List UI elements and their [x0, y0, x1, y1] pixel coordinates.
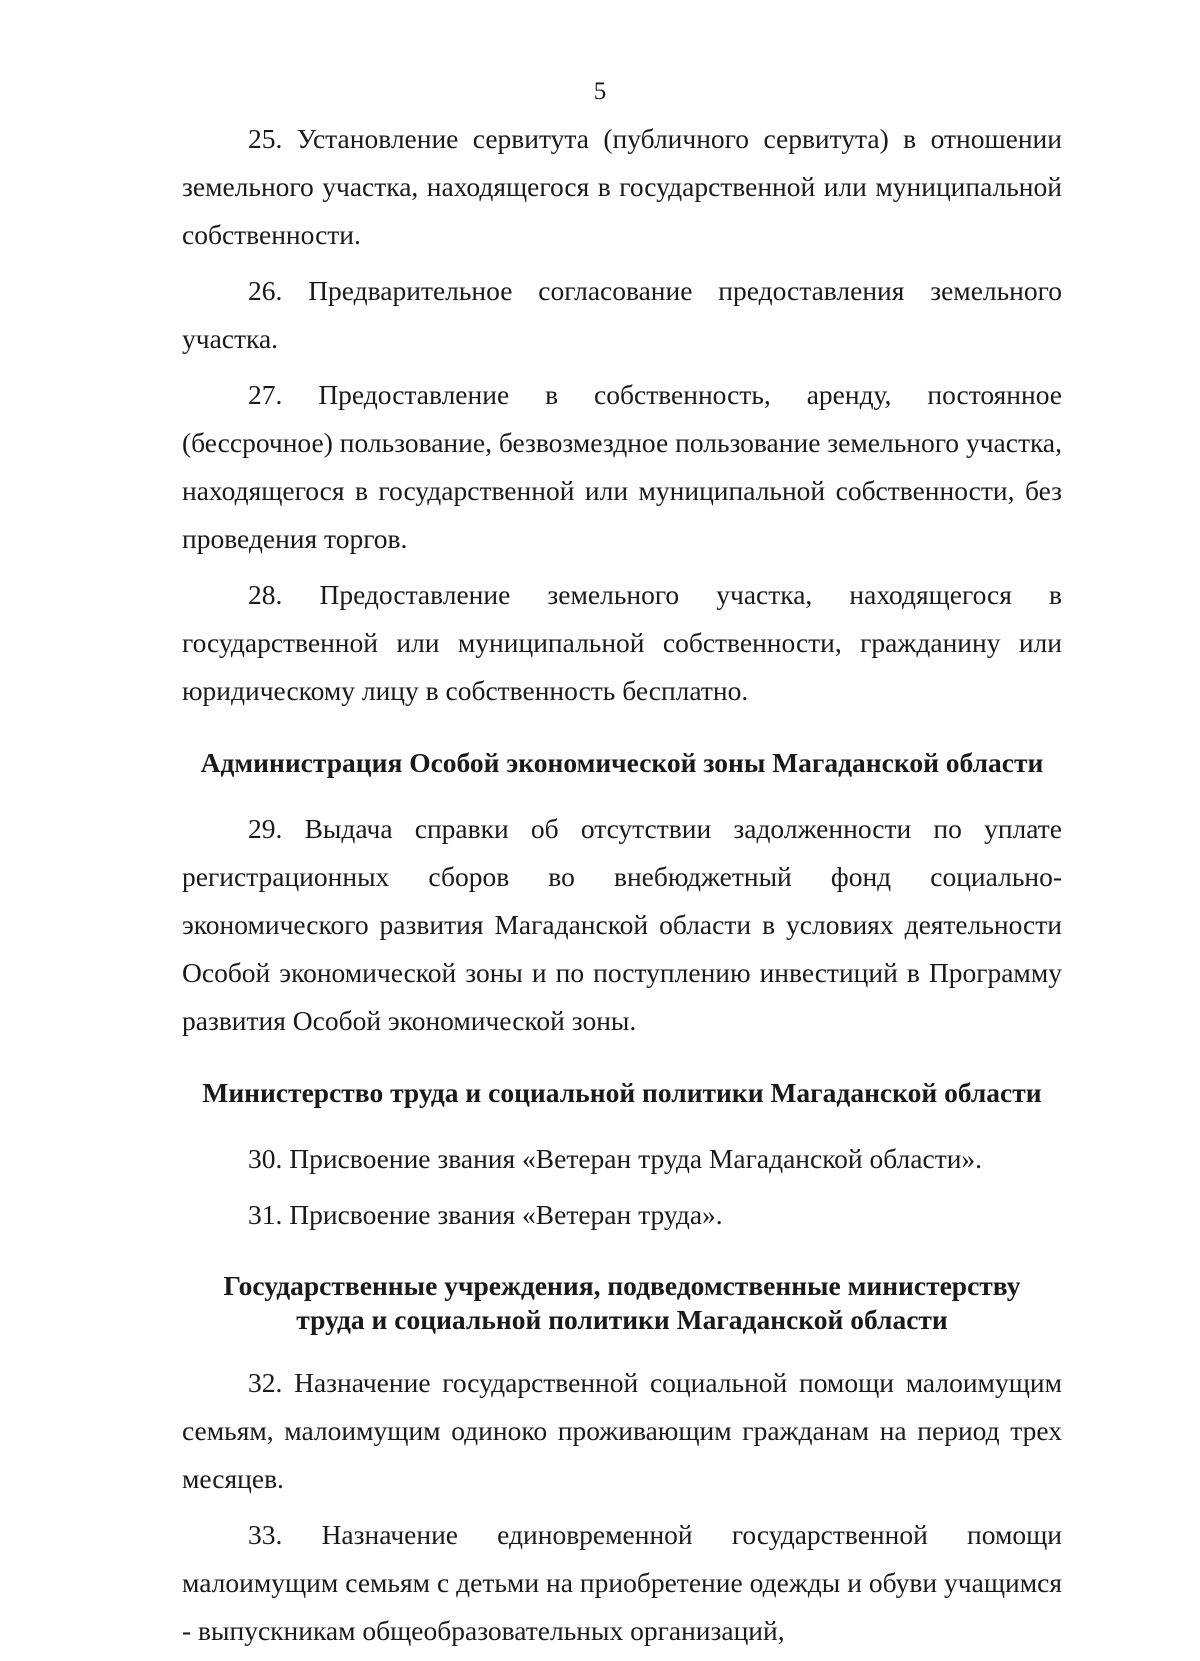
section-heading-sez-administration: Администрация Особой экономической зоны Магаданской области — [200, 747, 1044, 778]
section-heading-line-1: Государственные учреждения, подведомственные министерству — [223, 1270, 1021, 1301]
item-30: 30. Присвоение звания «Ветеран труда Магаданской области». — [248, 1143, 983, 1174]
item-27: 27. Предоставление в собственность, аренду, постоянное (бессрочное) пользование, безвозмездное пользование земельного участка, находящегося в государственной или муниципальной собственности, без проведения торгов. — [182, 379, 1062, 554]
section-heading-labor-ministry: Министерство труда и социальной политики Магаданской области — [202, 1077, 1042, 1108]
section-heading-line-2: труда и социальной политики Магаданской области — [296, 1304, 948, 1335]
item-25: 25. Установление сервитута (публичного сервитута) в отношении земельного участка, находящегося в государственной или муниципальной собственности. — [182, 123, 1062, 250]
item-31: 31. Присвоение звания «Ветеран труда». — [248, 1199, 723, 1230]
page-number: 5 — [593, 78, 607, 105]
item-33: 33. Назначение единовременной государственной помощи малоимущим семьям с детьми на приобретение одежды и обуви учащимся - выпускникам общеобразовательных организаций, — [182, 1519, 1062, 1646]
item-32: 32. Назначение государственной социальной помощи малоимущим семьям, малоимущим одиноко проживающим гражданам на период трех месяцев. — [182, 1367, 1062, 1494]
section-heading-state-institutions — [182, 1269, 1062, 1337]
item-28: 28. Предоставление земельного участка, находящегося в государственной или муниципальной собственности, гражданину или юридическому лицу в собственность бесплатно. — [182, 579, 1062, 706]
item-26: 26. Предварительное согласование предоставления земельного участка. — [182, 275, 1062, 354]
item-29: 29. Выдача справки об отсутствии задолженности по уплате регистрационных сборов во внебюджетный фонд социально-экономического развития Магаданской области в условиях деятельности Особой экономической зоны и по поступлению инвестиций в Программу развития Особой экономической зоны. — [182, 813, 1062, 1036]
document-body — [182, 115, 1062, 1655]
